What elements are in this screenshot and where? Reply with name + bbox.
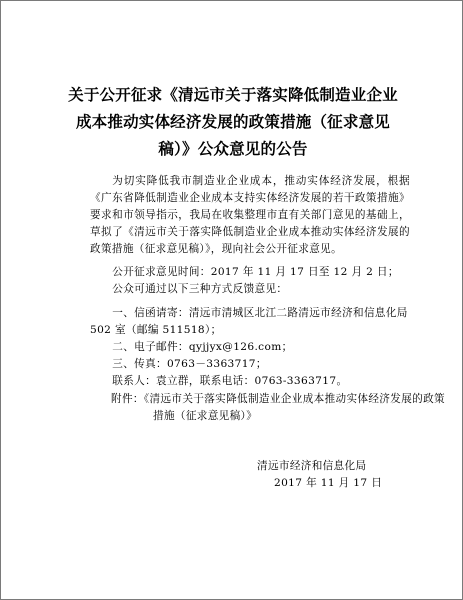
email-line: 二、电子邮件：qyjjyx@126.com；: [112, 341, 293, 353]
mail-address: 一、信函请寄：清远市清城区北江二路清远市经济和信息化局 502 室（邮编 511518）；: [90, 307, 408, 336]
intro-paragraph: 为切实降低我市制造业企业成本，推动实体经济发展，根据《广东省降低制造业企业成本支持实体经济发展的若干政策措施》要求和市领导指示，我局在收集整理市直有关部门意见的基础上，草拟了《清远市关于落实降低制造业企业成本推动实体经济发展的政策措施（征求意见稿）》，现向社会公开征求意见。: [90, 175, 410, 255]
attachment-label: 附件：: [111, 393, 144, 405]
contact-line: 联系人：袁立群，联系电话：0763-3363717。: [112, 375, 348, 387]
document-title: 关于公开征求《清远市关于落实降低制造业企业成本推动实体经济发展的政策措施（征求意见稿）》公众意见的公告: [68, 86, 398, 158]
attachment-block: [111, 391, 448, 425]
issuer-name: 清远市经济和信息化局: [257, 460, 367, 472]
feedback-channels-intro: 公众可通过以下三种方式反馈意见：: [112, 283, 288, 295]
fax-line: 三、传真：0763－3363717；: [112, 358, 267, 370]
comment-period: 公开征求意见时间：2017 年 11 月 17 日至 12 月 2 日；: [112, 266, 399, 278]
attachment-title: 《清远市关于落实降低制造业企业成本推动实体经济发展的政策措施（征求意见稿）》: [143, 393, 445, 422]
issue-date: 2017 年 11 月 17 日: [274, 477, 383, 489]
